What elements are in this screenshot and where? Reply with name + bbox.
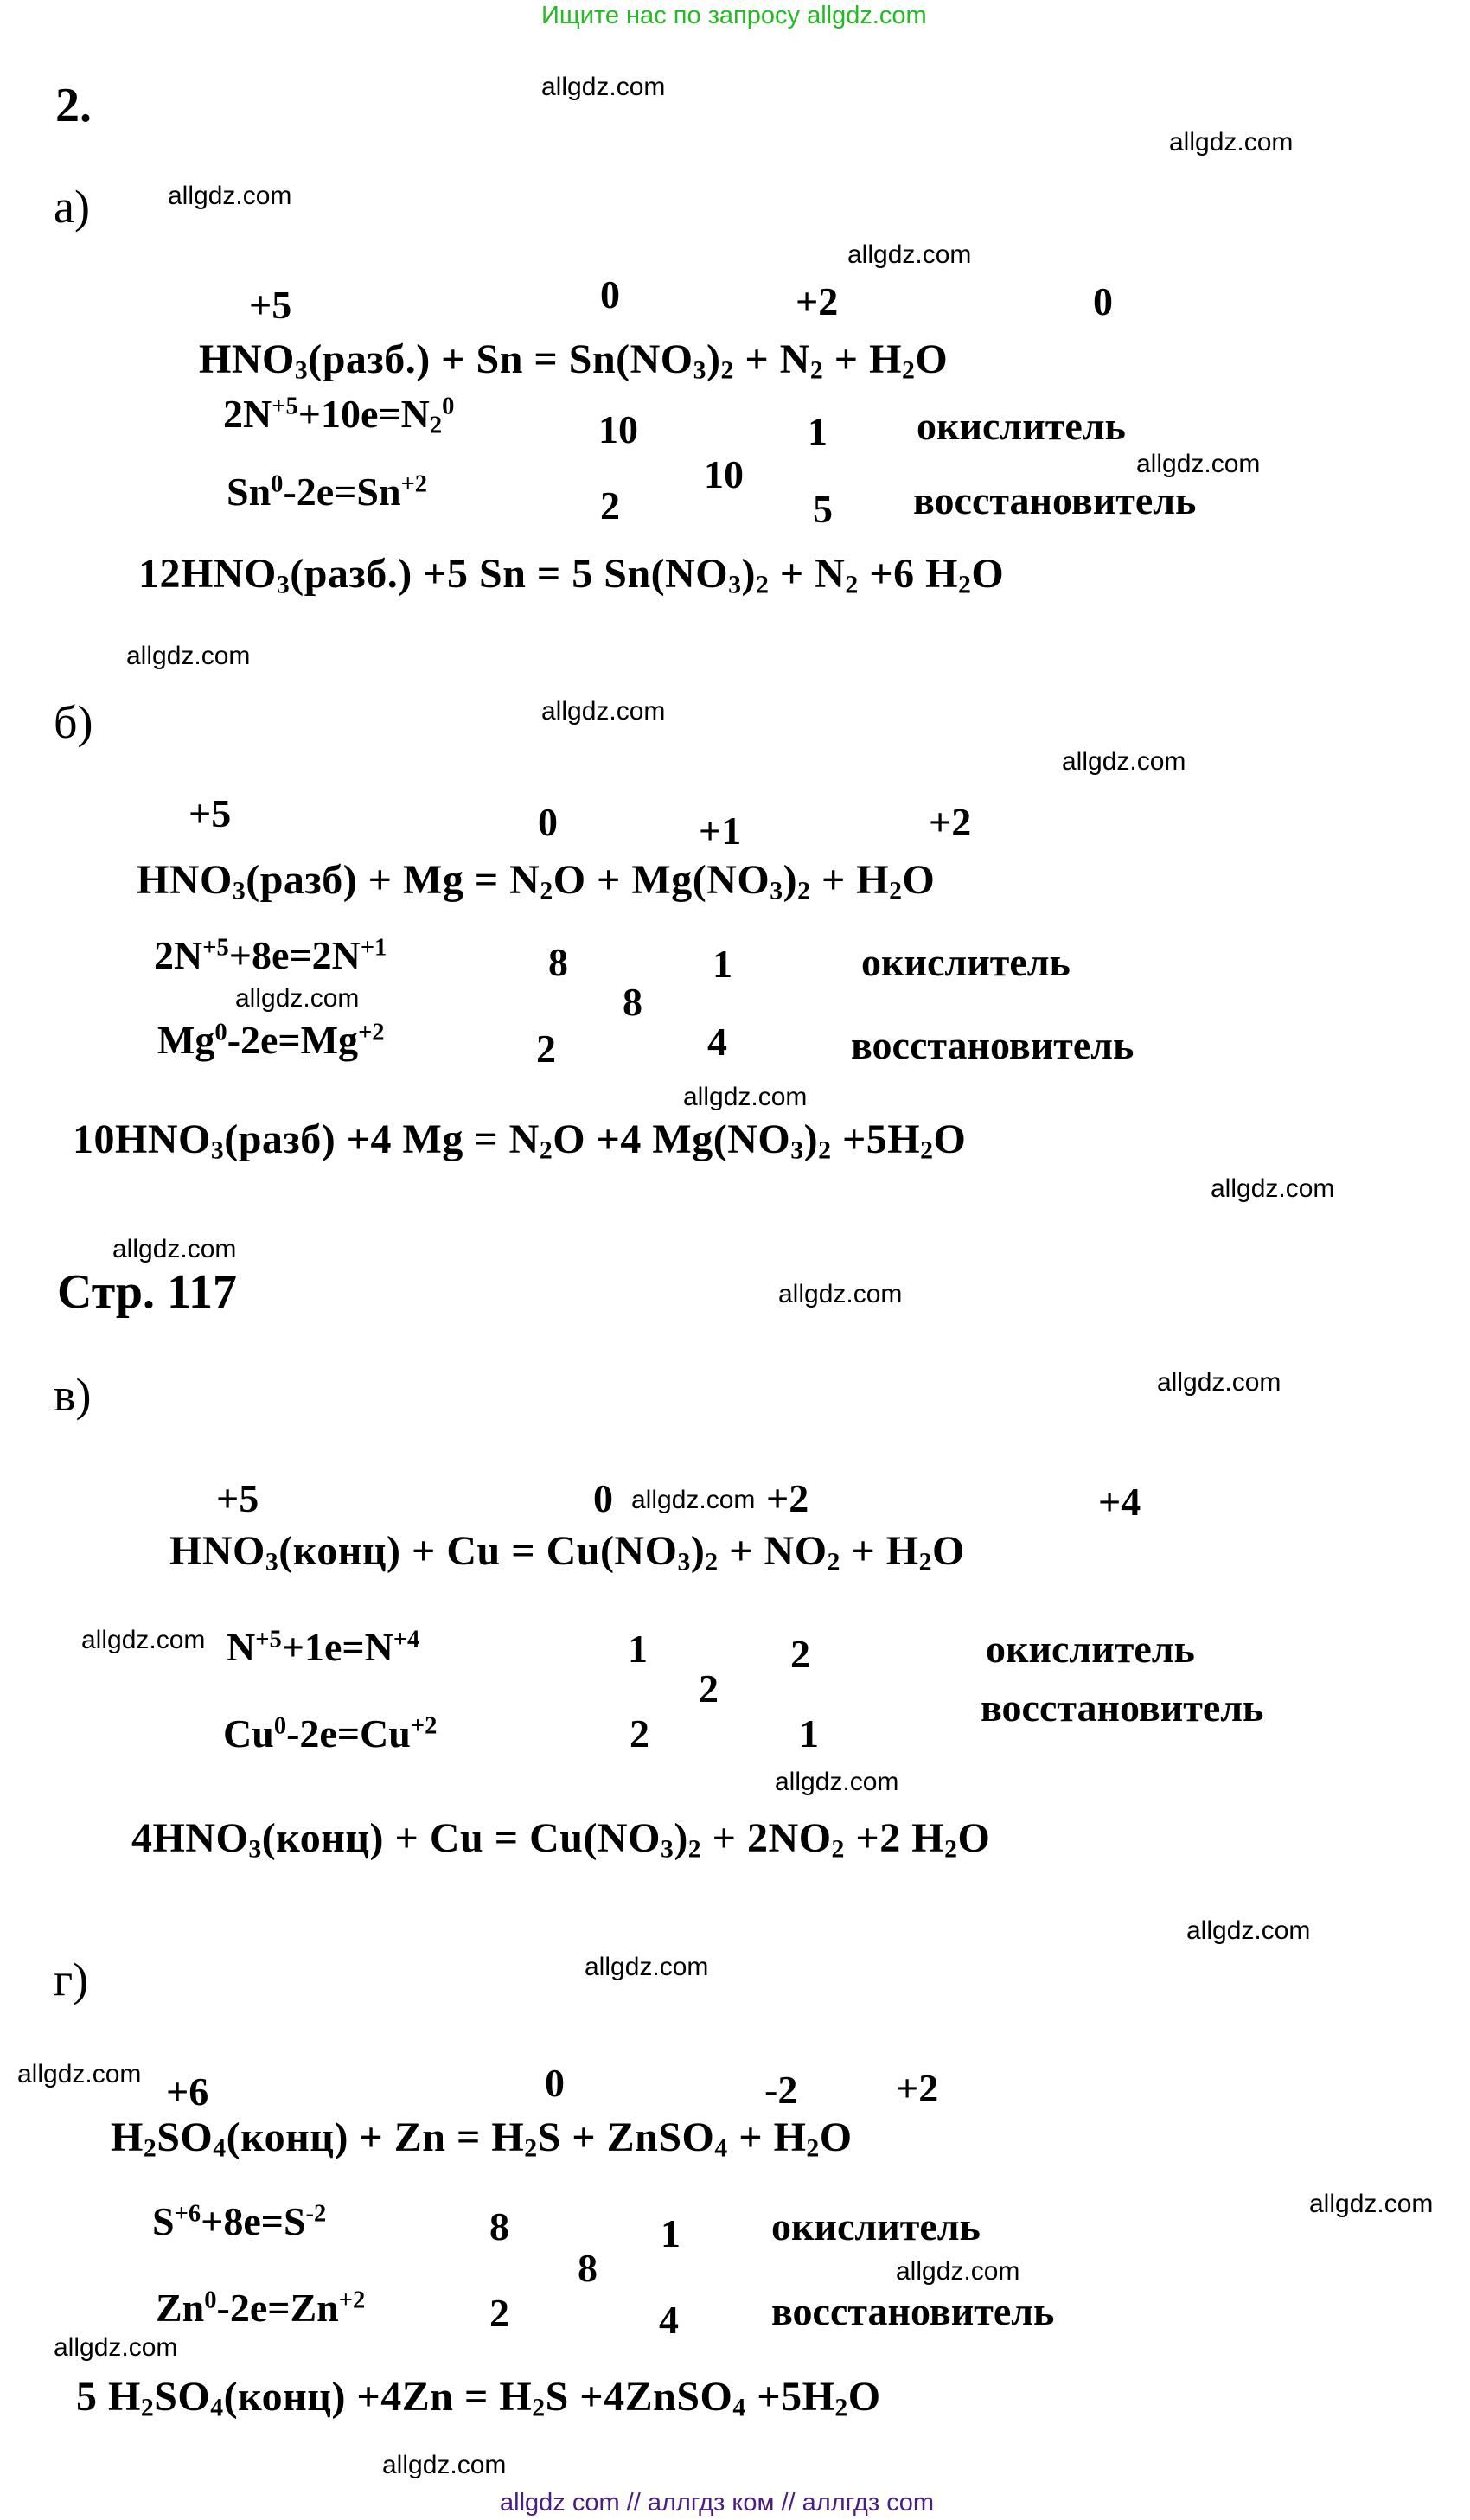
coefficient: 4 (659, 2298, 679, 2342)
lcm-value: 8 (578, 2246, 598, 2290)
balanced-equation: $10HNO_3(разб) +4$ $Mg = N_2O +4$ $Mg(NO_3)_2 +5H_2O$ (73, 1116, 967, 1165)
part-label: в) (54, 1369, 92, 1421)
half-reaction-reduction: $N^{+5}+1e=N^{+4}$ (227, 1625, 420, 1669)
watermark: allgdz.com (235, 984, 360, 1013)
watermark: allgdz.com (1211, 1174, 1335, 1203)
part-label: б) (54, 696, 93, 748)
electron-count: 1 (628, 1627, 648, 1671)
role-oxidizer: окислитель (771, 2204, 981, 2248)
task-number: 2. (55, 79, 92, 132)
ox-state: 0 (545, 2061, 565, 2105)
watermark: allgdz.com (81, 1626, 206, 1654)
watermark: allgdz.com (1186, 1916, 1311, 1945)
electron-count: 8 (489, 2204, 509, 2248)
electron-count: 8 (548, 940, 568, 984)
ox-state: 0 (538, 800, 558, 844)
watermark: allgdz.com (382, 2451, 507, 2479)
reaction-equation: $H_2SO_4(конц) + Zn = H_2S$ + ZnSO$_4$ + $H_2O$ (111, 2114, 853, 2163)
watermark: allgdz.com (683, 1083, 808, 1111)
watermark: allgdz.com (1309, 2190, 1434, 2218)
ox-state: +5 (249, 283, 292, 327)
electron-count: 10 (598, 407, 638, 451)
watermark: allgdz.com (112, 1235, 237, 1263)
half-reaction-reduction: $2N^{+5}+8e=2N^{+1}$ (154, 933, 387, 977)
coefficient: 5 (813, 487, 833, 531)
half-reaction-reduction: $S^{+6}+8e=S^{-2}$ (152, 2199, 327, 2243)
ox-state: 0 (593, 1476, 613, 1520)
lcm-value: 8 (623, 980, 642, 1024)
reaction-equation: $HNO_3(разб) + Mg = N_2O + Mg(NO_3)_2 + H_2O$ (137, 857, 936, 905)
ox-state: +6 (166, 2069, 209, 2114)
half-reaction-oxidation: $Sn^0-2e=Sn^{+2}$ (227, 470, 428, 514)
watermark: allgdz.com (778, 1280, 903, 1308)
search-hint-banner[interactable]: Ищите нас по запросу allgdz.com (541, 2, 927, 29)
watermark: allgdz.com (17, 2060, 142, 2088)
electron-count: 2 (489, 2291, 509, 2335)
role-reducer: восстановитель (771, 2289, 1055, 2333)
ox-state: 0 (600, 272, 620, 317)
coefficient: 1 (808, 409, 828, 453)
role-oxidizer: окислитель (861, 940, 1071, 984)
watermark: allgdz.com (1157, 1368, 1281, 1397)
watermark: allgdz.com (1136, 450, 1261, 478)
watermark: allgdz.com (1062, 747, 1186, 776)
electron-count: 2 (536, 1027, 556, 1071)
watermark: allgdz.com (847, 240, 972, 269)
watermark: allgdz.com (1169, 128, 1294, 157)
watermark: allgdz.com (896, 2257, 1020, 2286)
coefficient: 1 (661, 2211, 681, 2255)
footer-links[interactable]: allgdz com // аллгдз ком // аллгдз com (500, 2489, 934, 2517)
coefficient: 1 (713, 942, 732, 986)
role-reducer: восстановитель (851, 1023, 1134, 1067)
half-reaction-oxidation: $Cu^0-2e=Cu^{+2}$ (223, 1711, 438, 1756)
ox-state: 0 (1093, 279, 1113, 323)
ox-state: +2 (766, 1476, 809, 1520)
watermark: allgdz.com (541, 697, 666, 726)
ox-state: +2 (929, 800, 972, 844)
half-reaction-oxidation: $Zn^0-2e=Zn^{+2}$ (156, 2286, 366, 2330)
half-reaction-oxidation: $Mg^0-2e=Mg^{+2}$ (157, 1018, 385, 1062)
lcm-value: 10 (704, 452, 744, 496)
ox-state: -2 (764, 2068, 798, 2112)
watermark: allgdz.com (541, 73, 666, 101)
watermark: allgdz.com (168, 182, 292, 210)
electron-count: 2 (630, 1711, 649, 1756)
balanced-equation: $4HNO_3(конц) + Cu = Cu(NO_3)_2 + 2NO_2 +2$ $H_2O$ (131, 1815, 991, 1864)
watermark: allgdz.com (126, 642, 251, 670)
coefficient: 4 (707, 1020, 727, 1064)
part-label: а) (54, 181, 90, 233)
balanced-equation: 5 $H_2SO_4(конц) +4Zn = H_2S$ +4ZnSO$_4$ $+5H_2O$ (76, 2374, 881, 2422)
balanced-equation: $12HNO_3(разб.) +5$ Sn = 5 $Sn(NO_3)_2 + N_2 +6$ $H_2O$ (138, 551, 1005, 599)
ox-state: +5 (189, 791, 232, 835)
part-label: г) (54, 1954, 89, 2005)
half-reaction-reduction: $2N^{+5}+10e=N_2^0$ (223, 392, 455, 439)
ox-state: +4 (1098, 1480, 1141, 1524)
watermark: allgdz.com (631, 1486, 756, 1514)
role-oxidizer: окислитель (917, 404, 1126, 448)
role-reducer: восстановитель (981, 1685, 1264, 1730)
coefficient: 1 (799, 1711, 819, 1756)
reaction-equation: $HNO_3(разб.) + Sn = Sn(NO_3)_2 + N_2 + H_2O$ (199, 336, 949, 385)
watermark: allgdz.com (775, 1768, 899, 1796)
role-reducer: восстановитель (913, 478, 1197, 522)
page-reference: Стр. 117 (57, 1265, 237, 1319)
ox-state: +2 (896, 2066, 939, 2110)
watermark: allgdz.com (585, 1953, 709, 1981)
lcm-value: 2 (699, 1666, 719, 1711)
ox-state: +5 (216, 1476, 259, 1520)
watermark: allgdz.com (54, 2333, 178, 2362)
reaction-equation: $HNO_3(конц) + Cu = Cu(NO_3)_2 + NO_2 + H_2O$ (169, 1528, 965, 1577)
coefficient: 2 (790, 1632, 810, 1676)
ox-state: +2 (796, 279, 839, 323)
electron-count: 2 (600, 483, 620, 528)
ox-state: +1 (699, 809, 742, 853)
role-oxidizer: окислитель (986, 1627, 1195, 1671)
